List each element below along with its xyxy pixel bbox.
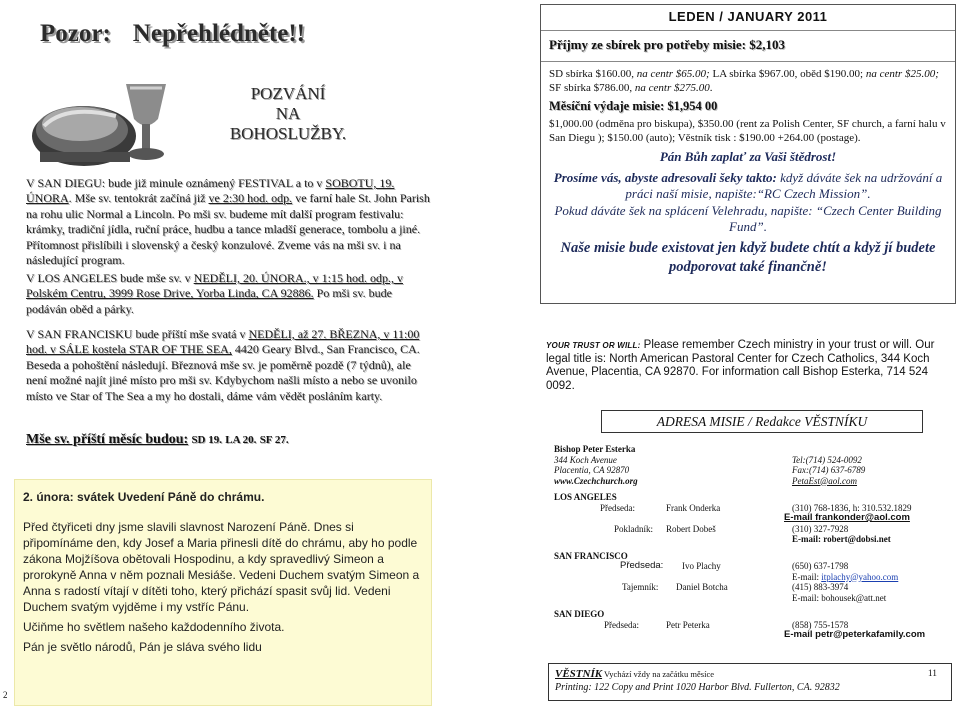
la-text-c: Po mši sv. bude podáván oběd a párky.: [26, 286, 392, 316]
sd-pred-role: Předseda:: [604, 619, 639, 630]
expenses-line: [549, 99, 947, 114]
san-diego-time: ve 2:30 hod. odp.: [208, 191, 293, 206]
bread-chalice-image: [26, 64, 176, 174]
sf-section-title: SAN FRANCISCO: [554, 550, 628, 561]
vestnik-title: VĚSTNÍK: [555, 668, 603, 680]
headline-part1: Pozor:: [40, 20, 111, 47]
sf-pred-email[interactable]: itplachy@yahoo.com: [821, 571, 899, 582]
feast-line3: Pán je světlo národů, Pán je sláva svého lidu: [23, 640, 262, 654]
expenses-detail: $1,000.00 (odměna pro biskupa), $350.00 (rent za Polish Center, SF church, a farní halu v San Diegu ); $150.00 (auto); Věstník tisk : $190.00 +264.00 (postage).: [549, 118, 946, 144]
phone: Tel:(714) 524-0092: [792, 454, 862, 465]
next-month-la: LA 20.: [225, 434, 257, 446]
next-month-label: Mše sv. příští měsíc budou:: [26, 432, 189, 447]
feast-box: [14, 479, 432, 706]
la-pok-email[interactable]: E-mail: robert@dobsi.net: [792, 534, 891, 544]
la-centr: na centr $25.00;: [865, 68, 939, 80]
expenses-label: Měsíční výdaje misie:: [549, 99, 665, 113]
check-instructions-bold: Prosíme vás, abyste adresovali šeky takto:: [553, 170, 777, 185]
sd-centr: na centr $65.00;: [636, 68, 710, 80]
feast-heading: 2. února: svátek Uvedení Páně do chrámu.: [23, 490, 265, 504]
website-link[interactable]: www.Czechchurch.org: [554, 475, 638, 486]
san-diego-text-a: V SAN DIEGU: bude již minule oznámený FESTIVAL a to v: [26, 176, 326, 190]
vestnik-note: Vychází vždy na začátku měsíce: [602, 669, 715, 679]
check-instructions-rest: když dáváte šek na udržování a práci naší misie, napište:“RC Czech Mission”.: [625, 170, 943, 201]
la-section-title: LOS ANGELES: [554, 492, 617, 502]
feast-line2: Učiňme ho světlem našeho každodenního života.: [23, 620, 285, 634]
next-month-sf: SF 27.: [259, 434, 289, 446]
sf-pred-name: Ivo Plachy: [682, 561, 721, 571]
collections-detail: [549, 67, 947, 95]
divider: [541, 61, 955, 62]
sf-end: .: [709, 82, 713, 94]
la-text-a: V LOS ANGELES bude mše sv. v: [26, 271, 194, 285]
la-pok-role: Pokladník:: [614, 523, 654, 534]
street: 344 Koch Avenue: [554, 454, 617, 465]
sf-taj-email[interactable]: E-mail: bohousek@att.net: [792, 592, 887, 603]
la-pred-tel: (310) 768-1836, h: 310.532.1829: [792, 502, 912, 513]
vestnik-footer: [548, 663, 952, 701]
trust-will-note: [546, 339, 954, 393]
support-appeal: Naše misie bude existovat jen když budete chtít a když jí budete podporovat také finančně!: [560, 240, 936, 275]
next-month-sd: SD 19.: [191, 434, 222, 446]
thanks-line: Pán Bůh zaplať za Vaši štědrost!: [659, 149, 837, 164]
sf-text-c: 4420 Geary Blvd., San Francisco, CA. Beseda a pohoštění následují. Březnová mše sv. je poměrně pozdě (7 týdnů), ale není možné najít jiné místo pro mši sv. Kdybychom našli místo a nebo se uvonilo místo ve Star of The Sea a my ho dostali, dáme vám vědět posláním karty.: [26, 342, 420, 403]
check-instructions: [549, 170, 947, 202]
sf-taj-name: Daniel Botcha: [676, 582, 728, 592]
la-pred-email[interactable]: E-mail frankonder@aol.com: [784, 512, 910, 523]
address-title: ADRESA MISIE / Redakce VĚSTNÍKU: [601, 410, 923, 433]
sf-taj-role: Tajemník:: [622, 582, 659, 592]
headline-part2: Nepřehlédněte!!: [132, 20, 305, 47]
la-date-place: NEDĚLI, 20. ÚNORA., v 1:15 hod. odp., v Polském Centru, 3999 Rose Drive, Yorba Linda, CA 92886.: [26, 271, 403, 301]
next-month-masses: [26, 431, 289, 448]
page-headline: [40, 20, 305, 48]
velehradu-instructions: Pokud dáváte šek na splácení Velehradu, napište: “Czech Center Building Fund”.: [554, 203, 942, 234]
income-line: [549, 37, 947, 61]
feast-paragraph: Před čtyřiceti dny jsme slavili slavnost Narození Páně. Dnes si připomínáme den, kdy Josef a Maria přinesli dítě do chrámu, aby ho podle zákona Mojžíšova obětovali Hospodinu, a kdy spravedlivý Simeon a prorokyně Anna v něm poznali Mesiáše. Vedeni Duchem svatým Simeon a Anna s radostí vítají v dítěti toho, který přichází spasit svůj lid. Vedeni Duchem svatým vyjděme i my vstříc Pánu.: [23, 520, 420, 614]
la-pok-name: Robert Dobeš: [666, 523, 716, 534]
sf-text-a: V SAN FRANCISKU bude příští mše svatá v: [26, 327, 249, 341]
san-diego-text-c: . Mše sv. tentokrát začíná již: [68, 191, 209, 206]
sf-taj-tel: (415) 883-3974: [792, 582, 849, 592]
address-block: [554, 444, 950, 641]
san-francisco-paragraph: [26, 327, 434, 404]
page-number-right: 11: [927, 669, 937, 679]
la-pred-role: Předseda:: [600, 502, 635, 513]
sd-pred-name: Petr Peterka: [666, 619, 710, 630]
sf-pred-role: Předseda:: [620, 560, 664, 571]
sd-section-title: SAN DIEGO: [554, 609, 605, 619]
invitation-title: [218, 84, 358, 144]
san-diego-text-e: ve farní hale St. John Parish na rohu ulic Normal a Lincoln. Po mši sv. budeme mít další program festivalu: krámky, tradiční jídla, ruční práce, hudbu a tance mladší generace, tombolu a jiné. Přítomnost přislíbili i slovenský a český konzulové. Zveme vás na mši sv. i na následující program.: [26, 191, 430, 268]
income-value: $2,103: [749, 37, 786, 52]
email-link[interactable]: PetaEst@aol.com: [792, 475, 858, 486]
invite-line2: NA: [275, 104, 301, 123]
sd-collection: SD sbírka $160.00,: [549, 68, 634, 80]
la-pred-name: Frank Onderka: [666, 502, 721, 513]
trust-text: Please remember Czech ministry in your trust or will. Our legal title is: North American Pastoral Center for Czech Catholics, 344 Koch Avenue, Placentia, CA 92870. For information call Bishop Esterka, 714 524 0092.: [546, 339, 935, 392]
trust-lead: YOUR TRUST OR WILL:: [546, 341, 641, 350]
sf-pred-email-label: E-mail:: [792, 571, 822, 582]
sf-centr: na centr $275.00: [634, 82, 710, 94]
income-label: Příjmy ze sbírek pro potřeby misie:: [549, 37, 747, 52]
sf-collection: SF sbírka $786.00,: [549, 82, 633, 94]
printing-info: Printing: 122 Copy and Print 1020 Harbor Blvd. Fullerton, CA. 92832: [555, 682, 840, 693]
la-collection: LA sbírka $967.00, oběd $190.00;: [709, 68, 864, 80]
expenses-value: $1,954 00: [667, 99, 718, 113]
page-number-left: 2: [3, 690, 8, 700]
san-diego-paragraph: [26, 176, 434, 268]
san-diego-date: SOBOTU, 19. ÚNORA: [26, 176, 395, 206]
invite-line1: POZVÁNÍ: [250, 84, 326, 103]
fax: Fax:(714) 637-6789: [792, 465, 866, 475]
invite-line3: BOHOSLUŽBY.: [229, 124, 347, 143]
bishop-name: Bishop Peter Esterka: [554, 444, 636, 454]
los-angeles-paragraph: [26, 271, 434, 317]
finance-box: [540, 4, 956, 304]
sd-pred-email[interactable]: E-mail petr@peterkafamily.com: [784, 629, 926, 640]
la-pok-tel: (310) 327-7928: [792, 523, 849, 534]
finance-header: LEDEN / JANUARY 2011: [541, 5, 955, 31]
sf-pred-tel: (650) 637-1798: [792, 561, 849, 571]
sd-pred-tel: (858) 755-1578: [792, 619, 849, 630]
city: Placentia, CA 92870: [554, 465, 630, 475]
sf-date-place: NEDĚLI, až 27. BŘEZNA, v 11:00 hod. v SÁLE kostela STAR OF THE SEA,: [26, 327, 420, 357]
